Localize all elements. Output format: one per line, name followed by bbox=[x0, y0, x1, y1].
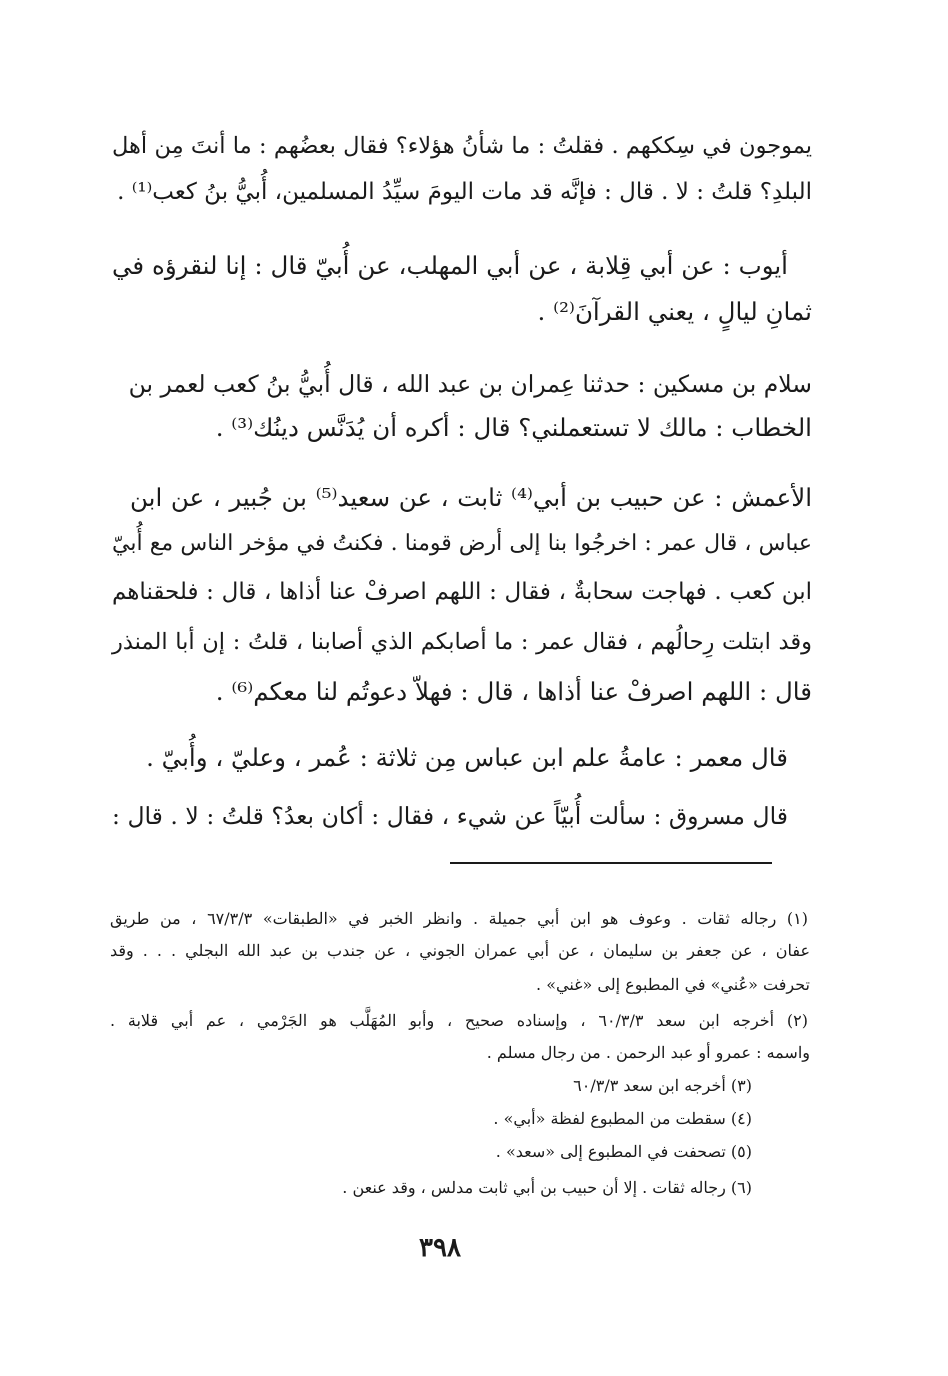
footnote-line: (٥) تصحفت في المطبوع إلى «سعد» . bbox=[495, 1142, 752, 1161]
text-line: قال معمر : عامةُ علم ابن عباس مِن ثلاثة : عُمر ، وعليّ ، وأُبيّ . bbox=[146, 743, 788, 772]
footnote-line: (١) رجاله ثقات . وعوف هو ابن أبي جميلة . وانظر الخبر في «الطبقات» ٦٧/٣/٣ ، من طريق bbox=[110, 909, 809, 928]
text-line: وقد ابتلت رِحالُهم ، فقال عمر : ما أصابكم الذي أصابنا ، قلتُ : إن أبا المنذر bbox=[112, 629, 812, 655]
text-line: قال مسروق : سألت أُبيّاً عن شيء ، فقال : أكان بعدُ؟ قلتُ : لا . قال : bbox=[112, 802, 788, 830]
footnote-line: واسمه : عمرو أو عبد الرحمن . من رجال مسلم . bbox=[486, 1043, 810, 1062]
page-number: ٣٩٨ bbox=[419, 1233, 461, 1263]
text-line: البلدِ؟ قلتُ : لا . قال : فإنَّه قد مات اليومَ سيِّدُ المسلمين، أُبيُّ بنُ كعب⁽¹⁾ . bbox=[117, 179, 812, 205]
footnote-line: (٣) أخرجه ابن سعد ٦٠/٣/٣ bbox=[573, 1076, 752, 1095]
footnote-line: (٦) رجاله ثقات . إلا أن حبيب بن أبي ثابت مدلس ، وقد عنعن . bbox=[342, 1178, 752, 1197]
text-line: ثمانِ ليالٍ ، يعني القرآنَ⁽²⁾ . bbox=[537, 297, 812, 326]
text-line: ابن كعب . فهاجت سحابةٌ ، فقال : اللهم اصرفْ عنا أذاها ، قال : فلحقناهم bbox=[112, 579, 812, 605]
text-line: أيوب : عن أبي قِلابة ، عن أبي المهلب، عن أُبيّ قال : إنا لنقرؤه في bbox=[112, 251, 788, 280]
text-line: الخطاب : مالك لا تستعملني؟ قال : أكره أن يُدَنَّس دينُك⁽³⁾ . bbox=[215, 413, 812, 442]
footnote-separator bbox=[450, 862, 772, 864]
footnote-line: (٤) سقطت من المطبوع لفظة «أبي» . bbox=[493, 1109, 752, 1128]
text-line: يموجون في سِككهم . فقلتُ : ما شأنُ هؤلاء؟ فقال بعضُهم : ما أنتَ مِن أهل bbox=[112, 133, 812, 159]
footnote-line: عفان ، عن جعفر بن سليمان ، عن أبي عمران الجوني ، عن جندب بن عبد الله البجلي . . . وقد bbox=[110, 941, 810, 960]
footnote-line: (٢) أخرجه ابن سعد ٦٠/٣/٣ ، وإسناده صحيح ، وأبو المُهَلَّب هو الجَرْمي ، عم أبي قلابة . bbox=[110, 1011, 808, 1030]
text-line: الأعمش : عن حبيب بن أبي⁽⁴⁾ ثابت ، عن سعيد⁽⁵⁾ بن جُبير ، عن ابن bbox=[130, 483, 813, 512]
text-line: قال : اللهم اصرفْ عنا أذاها ، قال : فهلاّ دعوتُم لنا معكم⁽⁶⁾ . bbox=[215, 677, 812, 706]
text-line: عباس ، قال عمر : اخرجُوا بنا إلى أرض قومنا . فكنتُ في مؤخر الناس مع أُبيّ bbox=[112, 531, 812, 556]
footnote-line: تحرفت «عُني» في المطبوع إلى «غني» . bbox=[536, 975, 810, 994]
text-line: سلام بن مسكين : حدثنا عِمران بن عبد الله ، قال أُبيُّ بنُ كعب لعمر بن bbox=[128, 370, 812, 398]
